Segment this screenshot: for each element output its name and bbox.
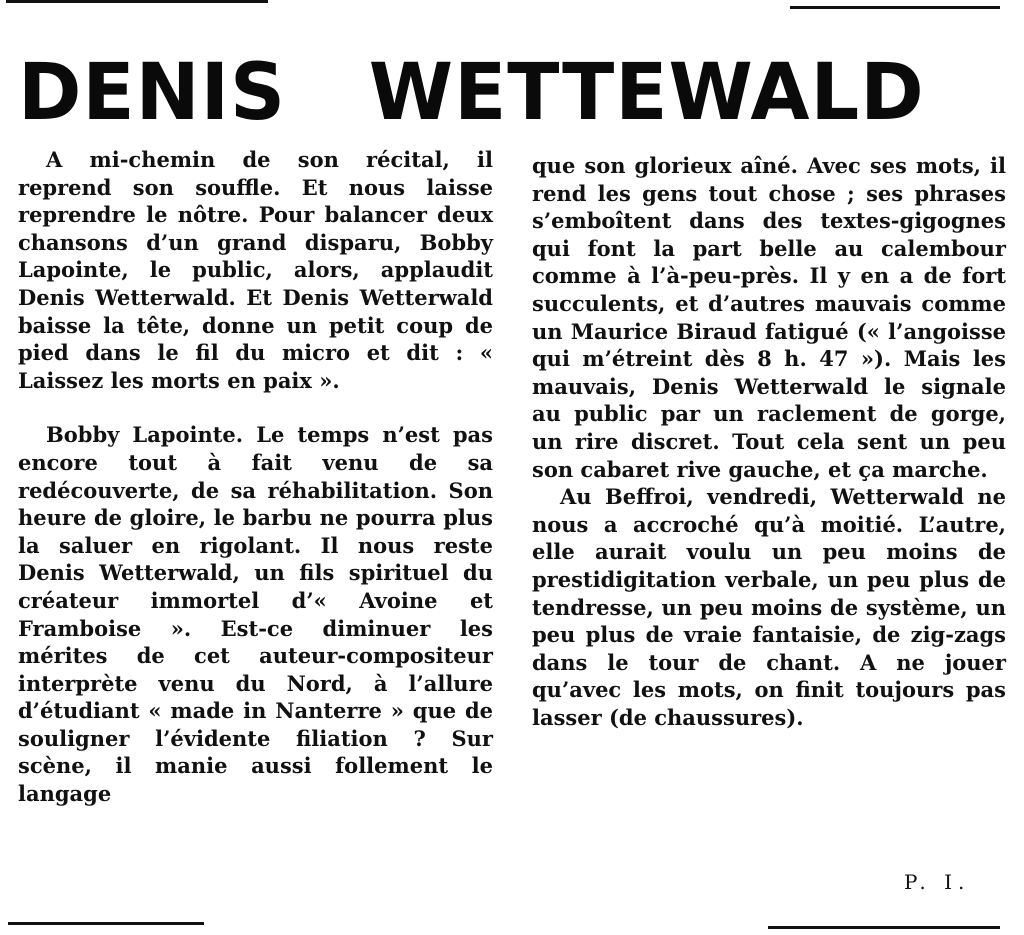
paragraph-gap xyxy=(18,394,493,421)
left-paragraph-1: A mi-chemin de son récital, il reprend son souffle. Et nous laisse reprendre le nôtre. Pour balancer deux chansons d’un grand disparu, Bobby Lapointe, le public, alors, applaudit Denis Wetterwald. Et Denis Wetterwald baisse la tête, donne un petit coup de pied dans le fil du micro et dit : « Laissez les morts en paix ». xyxy=(18,147,493,393)
right-column xyxy=(532,152,1006,731)
left-paragraph-2: Bobby Lapointe. Le temps n’est pas encore tout à fait venu de sa redécouverte, de sa réhabilitation. Son heure de gloire, le barbu ne pourra plus la saluer en rigolant. Il nous reste Denis Wetterwald, un fils spirituel du créateur immortel d’« Avoine et Framboise ». Est-ce diminuer les mérites de cet auteur-compositeur interprète venu du Nord, à l’allure d’étudiant « made in Nanterre » que de souligner l’évidente filiation ? Sur scène, il manie aussi follement le langage xyxy=(18,422,493,807)
right-paragraph-1: que son glorieux aîné. Avec ses mots, il rend les gens tout chose ; ses phrases s’emboîtent dans des textes-gigognes qui font la part belle au calembour comme à l’à-peu-près. Il y en a de fort succulents, et d’autres mauvais comme un Maurice Biraud fatigué (« l’angoisse qui m’étreint dès 8 h. 47 »). Mais les mauvais, Denis Wetterwald le signale au public par un raclement de gorge, un rire discret. Tout cela sent un peu son cabaret rive gauche, et ça marche. xyxy=(532,153,1006,482)
top-right-rule xyxy=(790,6,1000,9)
author-signature: P. I. xyxy=(904,870,971,894)
bottom-right-rule xyxy=(768,926,1000,929)
top-left-rule xyxy=(6,0,268,3)
left-column xyxy=(18,146,493,808)
article-headline: DENIS WETTEWALD xyxy=(18,48,925,138)
right-paragraph-2: Au Beffroi, vendredi, Wetterwald ne nous a accroché qu’à moitié. L’autre, elle aurait voulu un peu moins de prestidigitation verbale, un peu plus de tendresse, un peu moins de système, un peu plus de vraie fantaisie, de zig-zags dans le tour de chant. A ne jouer qu’avec les mots, on finit toujours pas lasser (de chaussures). xyxy=(532,484,1006,730)
bottom-left-rule xyxy=(8,922,204,925)
